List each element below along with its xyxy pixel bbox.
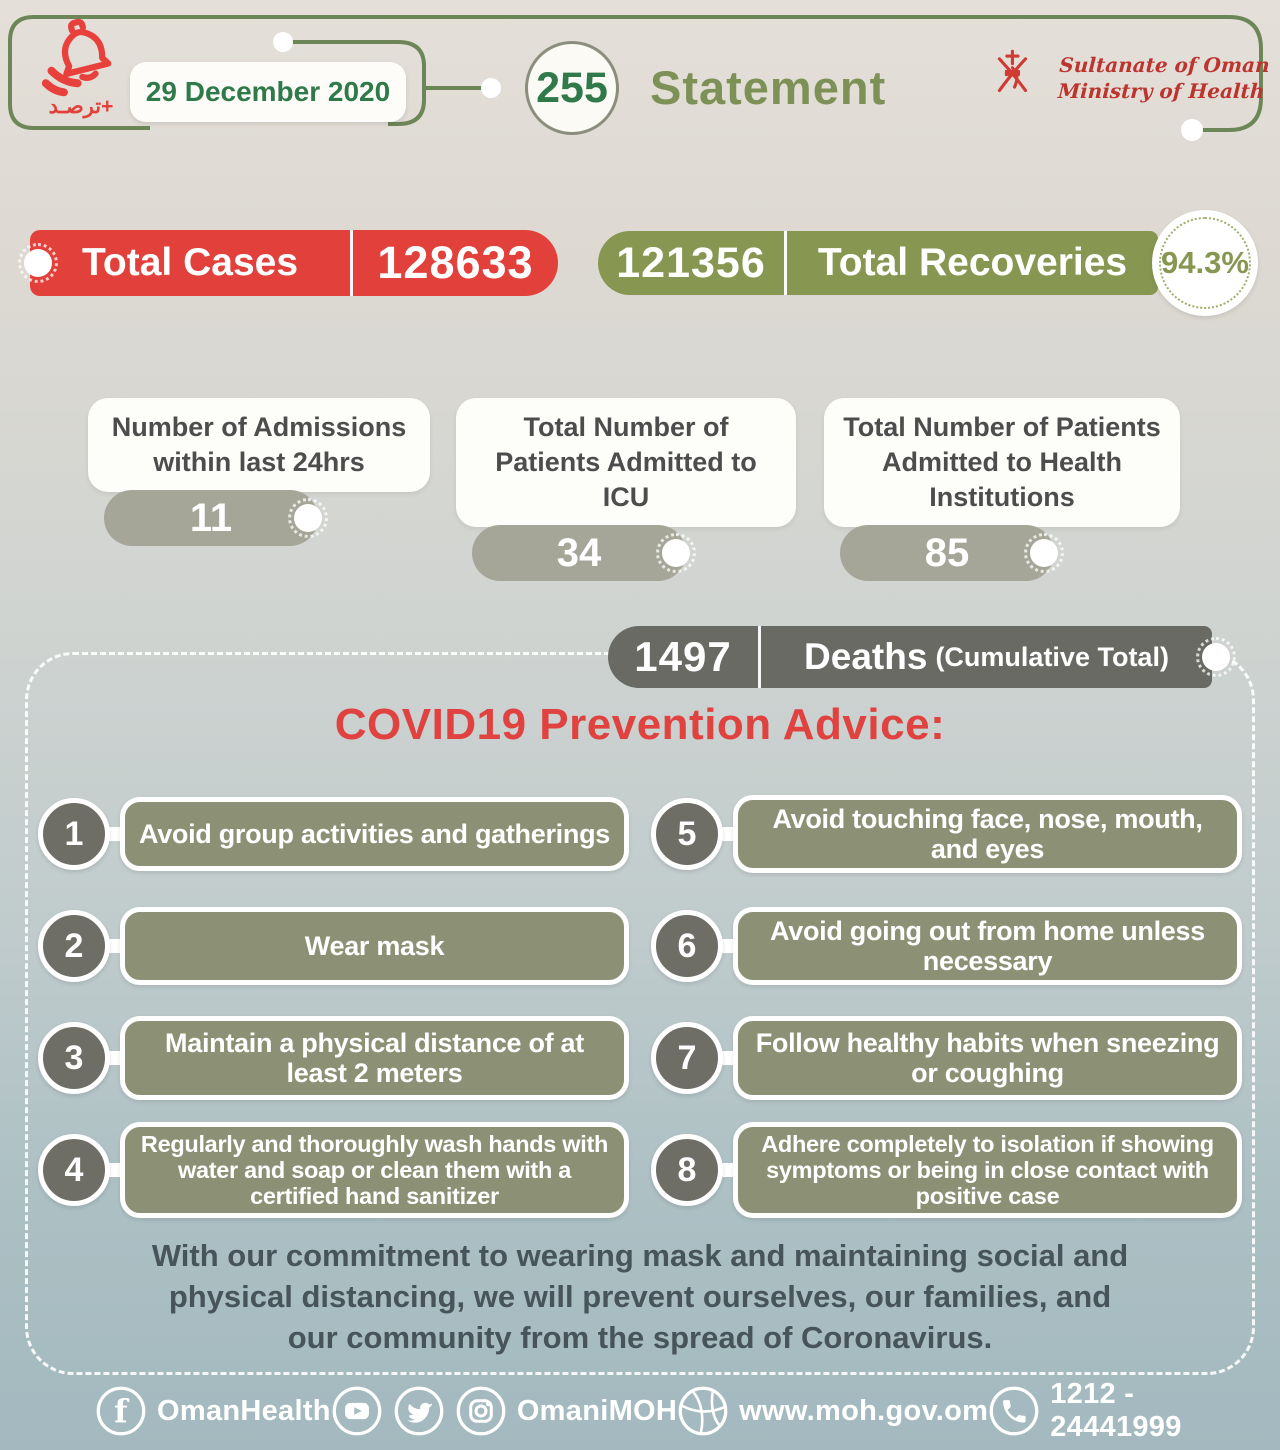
- footer-social[interactable]: [331, 1385, 677, 1437]
- card-value: 85: [924, 530, 970, 575]
- advice-text: Avoid group activities and gatherings: [120, 797, 629, 871]
- advice-item-7: [651, 1002, 1242, 1114]
- pill-dot: [294, 504, 322, 532]
- statement-number-badge: [525, 41, 619, 135]
- date-box: [130, 62, 406, 122]
- deaths-banner: [608, 626, 1212, 688]
- footer-phone[interactable]: [988, 1378, 1181, 1444]
- advice-text: Avoid touching face, nose, mouth, and eyes: [733, 795, 1242, 873]
- moh-wordmark-line2: Ministry of Health: [1057, 79, 1265, 103]
- advice-item-8: [651, 1114, 1242, 1226]
- advice-number-badge: 1: [38, 798, 110, 870]
- banner-dot: [24, 249, 52, 277]
- advice-item-5: [651, 778, 1242, 890]
- facebook-icon: [95, 1385, 147, 1437]
- advice-text: Adhere completely to isolation if showing symptoms or being in close contact with positive case: [733, 1122, 1242, 1219]
- twitter-icon: [393, 1385, 445, 1437]
- advice-text: Avoid going out from home unless necessary: [733, 907, 1242, 985]
- card-label: Total Number of Patients Admitted to ICU: [456, 398, 796, 527]
- phone-icon: [988, 1385, 1040, 1437]
- youtube-icon: [331, 1385, 383, 1437]
- advice-number-badge: 8: [651, 1134, 723, 1206]
- card-admissions-24hrs: [88, 398, 430, 546]
- recovery-percent-badge: 94.3%: [1152, 210, 1258, 316]
- deaths-label: [761, 626, 1212, 688]
- moh-logo: [978, 20, 1271, 132]
- facebook-handle: OmanHealth: [157, 1394, 331, 1427]
- deaths-label-note: (Cumulative Total): [935, 641, 1169, 672]
- advice-item-2: [38, 890, 629, 1002]
- alert-bell-icon: [35, 14, 127, 98]
- total-cases-value: 128633: [377, 237, 534, 288]
- card-value-pill: [104, 490, 318, 546]
- advice-list: [38, 778, 1242, 1226]
- card-value-pill: [472, 525, 686, 581]
- advice-text: Wear mask: [120, 907, 629, 985]
- social-handle: OmaniMOH: [516, 1394, 678, 1427]
- card-health-institutions: [824, 398, 1180, 581]
- advice-item-4: [38, 1114, 629, 1226]
- phone-number: 1212 - 24441999: [1050, 1378, 1182, 1443]
- advice-item-1: [38, 778, 629, 890]
- advice-number-badge: 5: [651, 798, 723, 870]
- footer-website[interactable]: [677, 1385, 988, 1437]
- card-value: 11: [189, 495, 233, 540]
- commitment-statement: With our commitment to wearing mask and maintaining social and physical distancing, we will prevent ourselves, our families, and our community from the spread of Coronavirus.: [151, 1238, 1129, 1355]
- svg-text:f: f: [114, 1393, 128, 1430]
- advice-number-badge: 6: [651, 910, 723, 982]
- moh-wordmark: [1056, 52, 1270, 132]
- globe-icon: [677, 1385, 729, 1437]
- banner-dot: [1202, 643, 1230, 671]
- footer-contact-bar: [95, 1378, 1182, 1443]
- statement-number: 255: [536, 63, 608, 112]
- moh-wordmark-line1: Sultanate of Oman: [1058, 53, 1271, 77]
- instagram-icon: [455, 1385, 507, 1437]
- card-value-pill: [840, 525, 1054, 581]
- card-icu-patients: [456, 398, 796, 581]
- card-value: 34: [556, 530, 602, 575]
- pill-dot: [662, 539, 690, 567]
- advice-number-badge: 2: [38, 910, 110, 982]
- total-recoveries-label: Total Recoveries: [817, 241, 1128, 284]
- advice-text: Follow healthy habits when sneezing or coughing: [733, 1016, 1242, 1100]
- total-cases-label: Total Cases: [81, 241, 299, 284]
- deaths-value: 1497: [634, 633, 732, 680]
- date-text: 29 December 2020: [145, 76, 391, 107]
- total-recoveries-value: 121356: [616, 238, 766, 287]
- card-label: Total Number of Patients Admitted to Health Institutions: [824, 398, 1180, 527]
- card-label: Number of Admissions within last 24hrs: [88, 398, 430, 492]
- crescent-emblem-icon: [978, 20, 1054, 128]
- advice-item-6: [651, 890, 1242, 1002]
- advice-number-badge: 4: [38, 1134, 110, 1206]
- advice-text: Maintain a physical distance of at least 2 meters: [120, 1016, 629, 1100]
- advice-text: Regularly and thoroughly wash hands with water and soap or clean them with a certified hand sanitizer: [120, 1122, 629, 1219]
- advice-item-3: [38, 1002, 629, 1114]
- website-url: www.moh.gov.om: [739, 1394, 989, 1427]
- advice-title: COVID19 Prevention Advice:: [334, 700, 946, 749]
- advice-number-badge: 7: [651, 1022, 723, 1094]
- total-recoveries-banner: [598, 231, 1249, 295]
- pill-dot: [1030, 539, 1058, 567]
- footer-facebook[interactable]: [95, 1385, 331, 1437]
- deaths-label-main: Deaths: [804, 636, 928, 677]
- advice-number-badge: 3: [38, 1022, 110, 1094]
- total-cases-banner: [30, 230, 558, 296]
- tarassud-label: ترصـد+: [48, 95, 114, 118]
- tarassud-app-badge: [22, 14, 140, 119]
- statement-label: Statement: [650, 61, 887, 114]
